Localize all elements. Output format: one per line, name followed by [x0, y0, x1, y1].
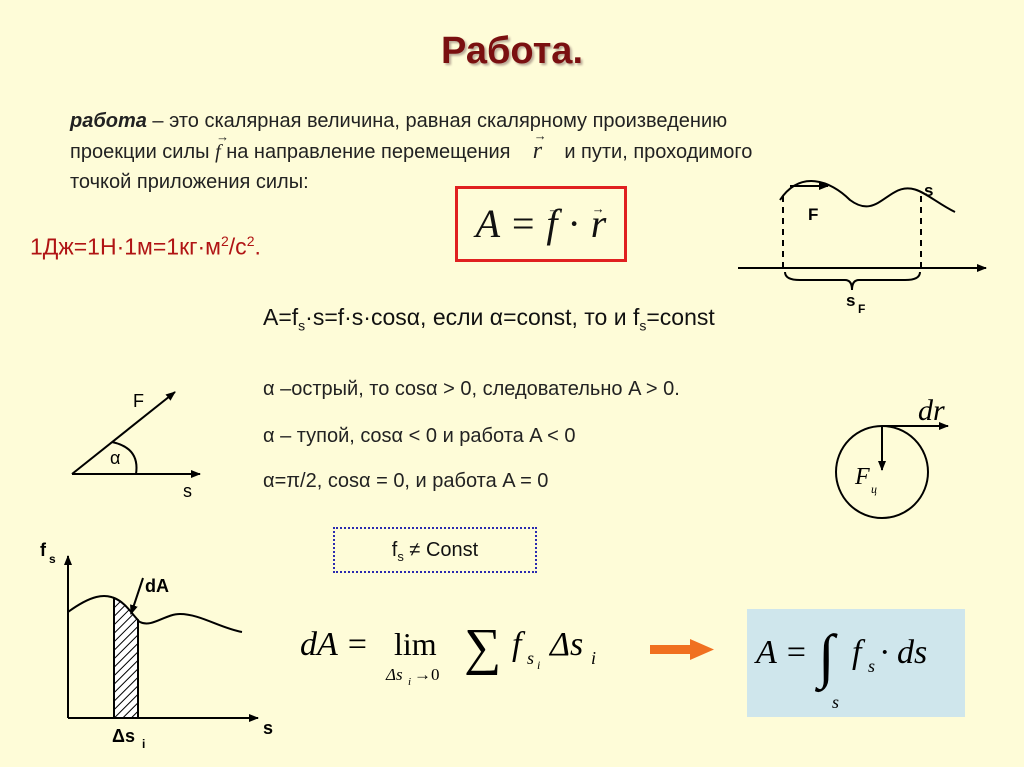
force-vector-symbol: → f	[215, 137, 221, 167]
unit-sup1: 2	[221, 233, 229, 249]
limit-formula	[300, 619, 596, 688]
fs-text: f	[391, 539, 398, 561]
label-sF: s	[846, 291, 856, 310]
sum-sign: ∑	[464, 619, 502, 676]
orange-arrow-head	[690, 639, 714, 660]
eq-part-c: =const	[646, 304, 715, 330]
graph-curve	[68, 596, 242, 632]
lim-cond-rest: →0	[414, 665, 440, 684]
orange-arrow	[650, 639, 714, 660]
int-lower: s	[832, 692, 840, 712]
slide-title: Работа.	[440, 30, 584, 72]
unit-part1: 1Дж=1Н·1м=1кг·м	[30, 233, 221, 260]
definition-line3: точкой приложения силы:	[70, 171, 309, 193]
eq-part-b: ·s=f·s·cosα, если α=const, то и f	[305, 304, 640, 330]
label-Fc: F	[855, 464, 870, 490]
fs-rest: ≠ Const	[403, 539, 479, 561]
graph-ds-sub: i	[142, 737, 146, 751]
eq-sub1: s	[298, 317, 306, 334]
circle-diagram	[836, 394, 948, 518]
int-f-sub: s	[868, 656, 876, 676]
graph-xlabel: s	[263, 718, 274, 738]
eq-sub2: s	[639, 317, 647, 334]
graph-strip	[114, 598, 138, 718]
int-lhs: A =	[756, 634, 808, 671]
label-dr: dr	[918, 394, 945, 427]
unit-part3: .	[254, 233, 261, 260]
orange-arrow-shaft	[650, 645, 692, 654]
unit-sup2: 2	[246, 233, 255, 249]
dA-arrow	[131, 578, 143, 614]
label-s-angle: s	[183, 481, 192, 501]
definition-line2c: и пути, проходимого	[564, 141, 753, 163]
definition-term: работа	[70, 110, 147, 132]
sum-ds: Δs	[550, 626, 584, 663]
label-s-path: s	[924, 181, 934, 200]
graph-ylabel: f	[40, 540, 46, 560]
definition-line2a: проекции силы	[70, 141, 216, 163]
label-F-path: F	[808, 205, 819, 224]
fs-graph	[40, 540, 273, 751]
formula-lhs: A =	[475, 201, 547, 246]
graph-ds-label: Δs	[112, 726, 135, 746]
brace	[785, 272, 920, 290]
int-f: f	[852, 634, 862, 671]
definition-line1: – это скалярная величина, равная скалярному произведению	[146, 110, 728, 132]
label-sF-sub: F	[858, 302, 866, 316]
eq-part-a: A=f	[263, 304, 299, 330]
angle-diagram	[72, 391, 200, 501]
formula-f: → f	[546, 189, 557, 259]
graph-ylabel-sub: s	[49, 552, 56, 566]
lim-lhs: dA =	[300, 626, 369, 663]
case-obtuse: α – тупой, cosα < 0 и работа A < 0	[263, 425, 576, 447]
sum-ds-sub: i	[591, 648, 597, 668]
unit-part2: /с	[228, 233, 247, 260]
int-rest: · ds	[880, 634, 928, 671]
label-Fc-sub: ц	[871, 482, 877, 496]
formula-r: → r	[591, 189, 607, 259]
label-alpha: α	[110, 448, 121, 468]
sum-f-sub2: i	[537, 658, 541, 672]
force-arrow-angle	[72, 392, 175, 474]
lim-cond: Δs	[386, 665, 403, 684]
fs-sub: s	[397, 549, 404, 564]
sum-f-sub: s	[527, 648, 535, 668]
int-sign: ∫	[818, 623, 835, 689]
definition-line2b: на направление перемещения	[220, 141, 511, 163]
path-diagram	[738, 181, 986, 316]
lim-cond-sub: i	[408, 676, 412, 688]
lim-word: lim	[394, 626, 437, 662]
displacement-vector-symbol: → r	[533, 136, 542, 166]
sum-f: f	[512, 626, 522, 663]
graph-dA-label: dA	[145, 576, 169, 596]
case-right-angle: α=π/2, cosα = 0, и работа A = 0	[263, 470, 549, 492]
case-acute: α –острый, то cosα > 0, следовательно A > 0.	[263, 378, 680, 400]
integral-formula	[754, 623, 927, 712]
formula-dot: ·	[557, 201, 591, 246]
label-F-angle: F	[133, 391, 144, 411]
